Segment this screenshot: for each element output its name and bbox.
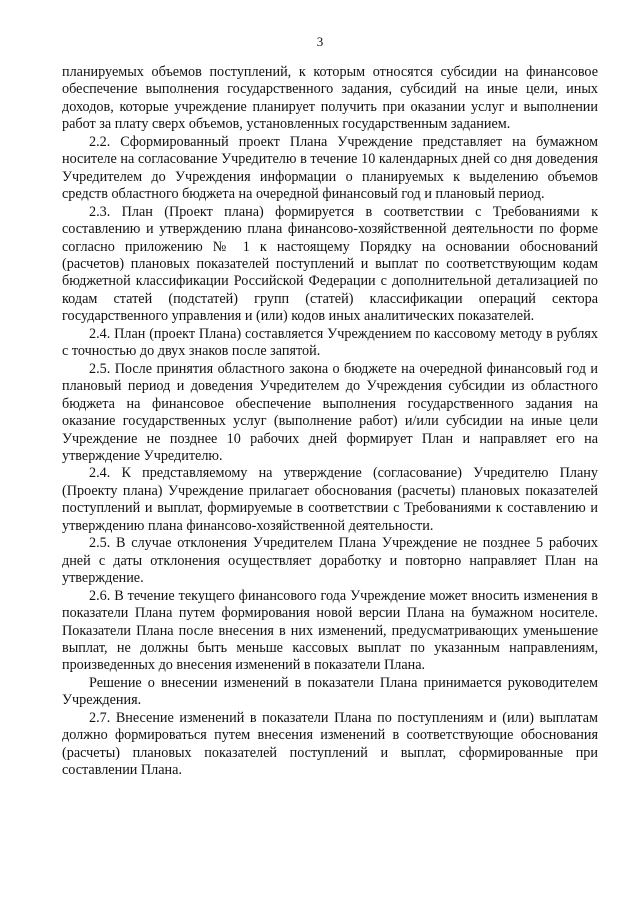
paragraph-continuation: планируемых объемов поступлений, к которым относятся субсидии на финансовое обеспечение выполнения государственного задания, субсидий на иные цели, иных доходов, которые учреждение планирует получить при оказании услуг и выполнении работ за плату сверх объемов, установленных государственным заданием.: [62, 64, 598, 133]
paragraph-2-5: 2.5. После принятия областного закона о бюджете на очередной финансовый год и плановый период и доведения Учредителем до Учреждения субсидии из областного бюджета на финансовое обеспечение выполнения государственного задания на оказание государственных услуг (выполнение работ) и/или субсидии на иные цели Учреждение не позднее 10 рабочих дней формирует План и направляет его на утверждение Учредителю.: [62, 360, 598, 464]
paragraph-decision: Решение о внесении изменений в показатели Плана принимается руководителем Учреждения.: [62, 674, 598, 709]
paragraph-2-3: 2.3. План (Проект плана) формируется в соответствии с Требованиями к составлению и утверждению плана финансово-хозяйственной деятельности по форме согласно приложению № 1 к настоящему Порядку на основании обоснований (расчетов) плановых показателей поступлений и выплат по соответствующим кодам бюджетной классификации Российской Федерации с дополнительной детализацией по кодам статей (подстатей) групп (статей) классификации операций сектора государственного управления и (или) кодов иных аналитических показателей.: [62, 203, 598, 325]
paragraph-2-6: 2.6. В течение текущего финансового года Учреждение может вносить изменения в показатели Плана путем формирования новой версии Плана на бумажном носителе. Показатели Плана после внесения в них изменений, предусматривающих уменьшение выплат, не должны быть меньше кассовых выплат по указанным направлениям, произведенных до внесения изменений в показатели Плана.: [62, 587, 598, 674]
document-body: [62, 64, 598, 780]
paragraph-2-4-second: 2.4. К представляемому на утверждение (согласование) Учредителю Плану (Проекту плана) Учреждение прилагает обоснования (расчеты) плановых показателей поступлений и выплат, формируемые в соответствии с Требованиями к составлению и утверждению плана финансово-хозяйственной деятельности.: [62, 465, 598, 534]
paragraph-2-5-second: 2.5. В случае отклонения Учредителем Плана Учреждение не позднее 5 рабочих дней с даты отклонения осуществляет доработку и повторно направляет План на утверждение.: [62, 535, 598, 587]
paragraph-2-2: 2.2. Сформированный проект Плана Учреждение представляет на бумажном носителе на согласование Учредителю в течение 10 календарных дней со дня доведения Учредителем до Учреждения информации о планируемых к выделению объемов средств областного бюджета на очередной финансовый год и плановый период.: [62, 133, 598, 203]
paragraph-2-4: 2.4. План (проект Плана) составляется Учреждением по кассовому методу в рублях с точностью до двух знаков после запятой.: [62, 325, 598, 360]
page-number: 3: [316, 34, 324, 49]
paragraph-2-7: 2.7. Внесение изменений в показатели Плана по поступлениям и (или) выплатам должно формироваться путем внесения изменений в соответствующие обоснования (расчеты) плановых показателей поступлений и выплат, сформированные при составлении Плана.: [62, 709, 598, 779]
